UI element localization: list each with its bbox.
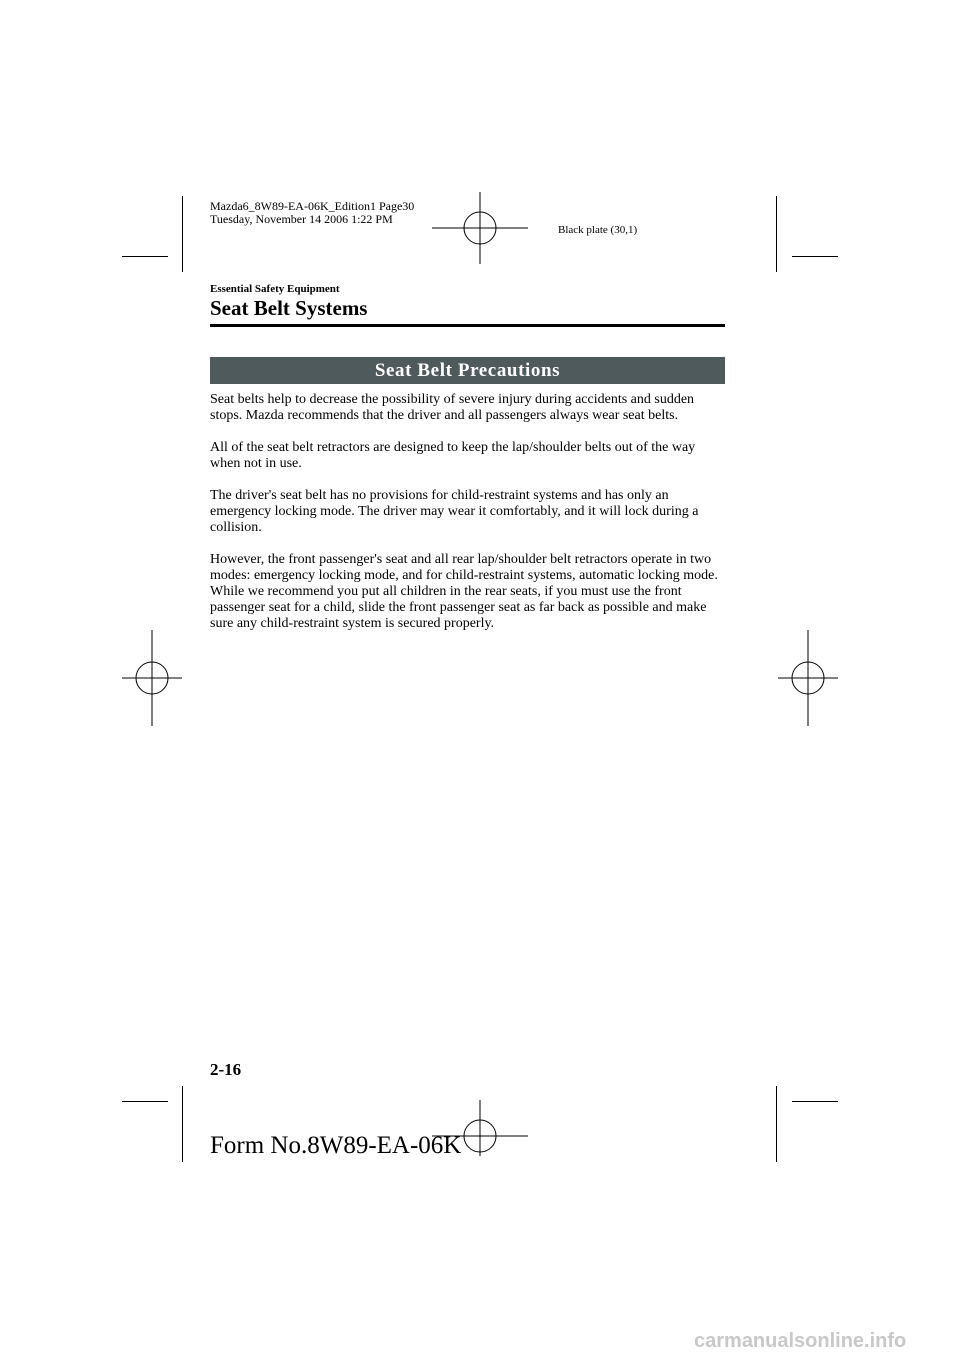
crop-mark-icon xyxy=(122,1101,168,1102)
body-text xyxy=(210,392,725,648)
paragraph: Seat belts help to decrease the possibility of severe injury during accidents and sudden stops. Mazda recommends that the driver and all passengers always wear seat belts. xyxy=(210,392,695,423)
crop-mark-icon xyxy=(182,196,183,272)
registration-mark-icon xyxy=(122,630,182,726)
crop-mark-icon xyxy=(182,1086,183,1162)
page-title: Seat Belt Systems xyxy=(210,296,368,320)
page-number: 2-16 xyxy=(210,1060,242,1079)
print-job-line: Mazda6_8W89-EA-06K_Edition1 Page30 xyxy=(210,199,415,213)
form-number: Form No.8W89-EA-06K xyxy=(210,1132,462,1159)
crop-mark-icon xyxy=(776,196,777,272)
crop-mark-icon xyxy=(792,1101,838,1102)
watermark-url: carmanualsonline.info xyxy=(694,1330,907,1352)
section-label: Essential Safety Equipment xyxy=(210,283,340,295)
section-heading-band xyxy=(210,357,725,384)
paragraph: The driver's seat belt has no provisions for child-restraint systems and has only an emergency locking mode. The driver may wear it comfortably, and it will lock during a collision. xyxy=(210,488,699,535)
print-date-line: Tuesday, November 14 2006 1:22 PM xyxy=(210,212,393,226)
plate-label: Black plate (30,1) xyxy=(558,224,638,236)
paragraph: All of the seat belt retractors are designed to keep the lap/shoulder belts out of the way when not in use. xyxy=(210,440,696,471)
registration-mark-icon xyxy=(778,630,838,726)
registration-mark-icon xyxy=(432,208,528,248)
crop-mark-icon xyxy=(776,1086,777,1162)
crop-mark-icon xyxy=(792,256,838,257)
paragraph: However, the front passenger's seat and all rear lap/shoulder belt retractors operate in two modes: emergency locking mode, and for child-restraint systems, automatic locking mode. While we recommend you put all children in the rear seats, if you must use the front passenger seat for a child, slide the front passenger seat as far back as possible and make sure any child-restraint system is secured properly. xyxy=(210,552,718,631)
section-heading: Seat Belt Precautions xyxy=(374,360,561,381)
title-rule xyxy=(210,324,725,327)
crop-mark-icon xyxy=(122,256,168,257)
